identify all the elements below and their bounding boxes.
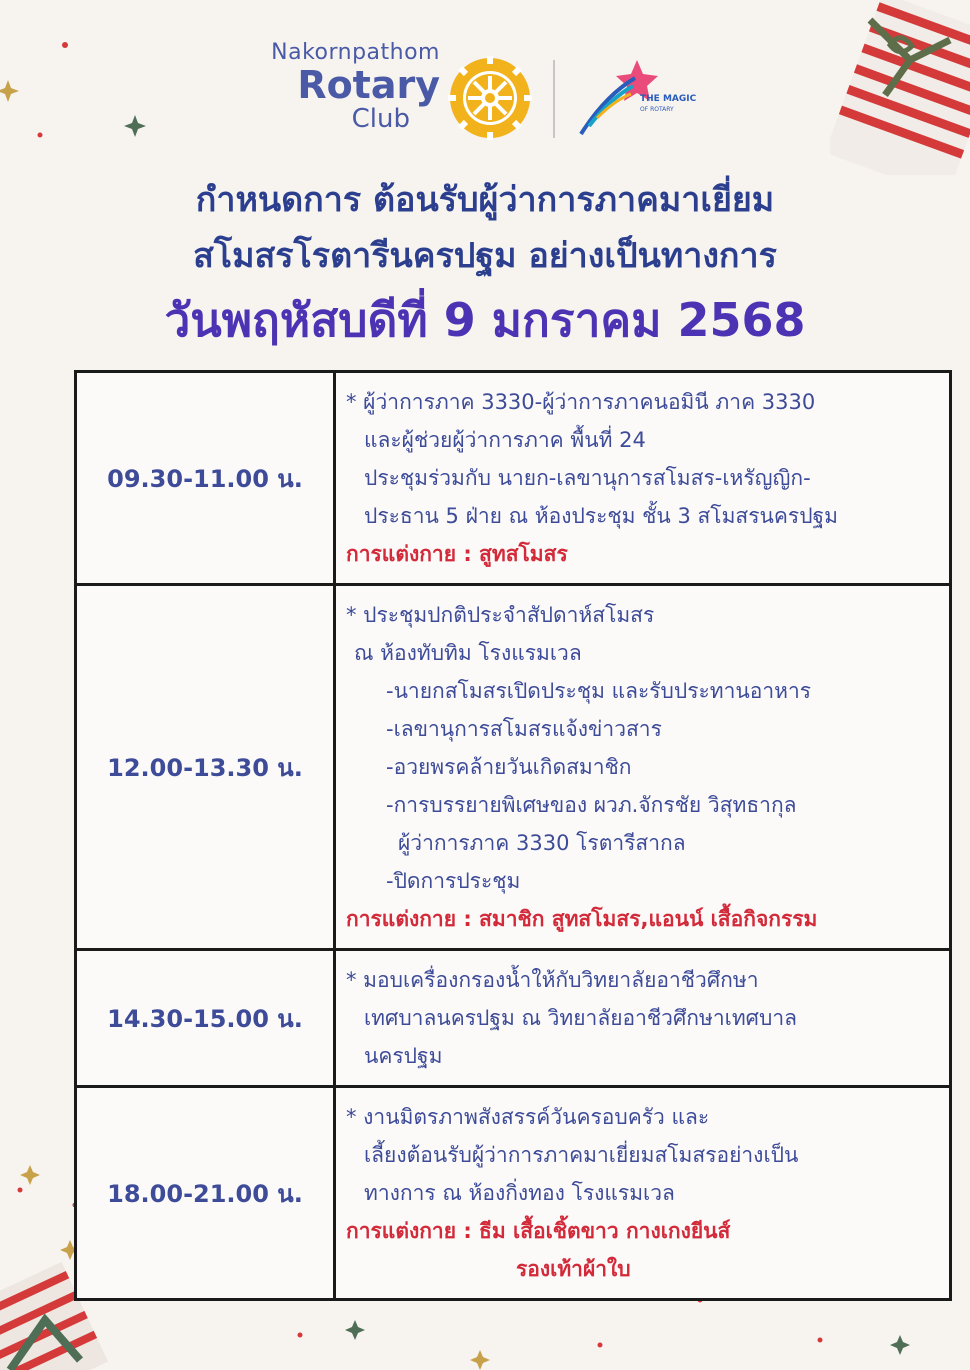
detail-line: ประชุมร่วมกับ นายก-เลขานุการสโมสร-เหรัญญิก- [364,466,811,490]
rotary-wheel-icon [448,56,532,140]
detail-line: และผู้ช่วยผู้ว่าการภาค พื้นที่ 24 [364,428,646,452]
detail-line: -นายกสโมสรเปิดประชุม และรับประทานอาหาร [386,679,812,703]
detail-line: * ประชุมปกติประจำสัปดาห์สโมสร [346,603,655,627]
detail-line: -การบรรยายพิเศษของ ผวภ.จักรชัย วิสุทธากุล [386,793,797,817]
detail-line: * มอบเครื่องกรองน้ำให้กับวิทยาลัยอาชีวศึกษา [346,968,759,992]
club-name-line3: Club [351,104,410,134]
detail-line: -อวยพรคล้ายวันเกิดสมาชิก [386,755,632,779]
time-slot: 09.30-11.00 น. [76,372,335,585]
detail-line: * งานมิตรภาพสังสรรค์วันครอบครัว และ [346,1105,710,1129]
detail-line: ณ ห้องทับทิม โรงแรมเวล [354,641,582,665]
magic-of-rotary-subtitle: OF ROTARY [640,106,674,113]
schedule-row-4 [76,1087,951,1300]
detail-line: -เลขานุการสโมสรแจ้งข่าวสาร [386,717,662,741]
dress-code: การแต่งกาย : ธีม เสื้อเชิ้ตขาว กางเกงยีนส์ [346,1219,731,1243]
detail-line: นครปฐม [364,1044,443,1068]
time-slot: 14.30-15.00 น. [76,950,335,1087]
detail-line: ทางการ ณ ห้องกิ่งทอง โรงแรมเวล [364,1181,675,1205]
activity-detail [335,585,951,950]
event-date: วันพฤหัสบดีที่ 9 มกราคม 2568 [164,293,806,347]
detail-line: ประธาน 5 ฝ่าย ณ ห้องประชุม ชั้น 3 สโมสรนครปฐม [364,504,838,528]
title-line1: กำหนดการ ต้อนรับผู้ว่าการภาคมาเยี่ยม [195,180,775,220]
schedule-table [74,370,952,1301]
logo-divider [553,60,555,138]
detail-line: * ผู้ว่าการภาค 3330-ผู้ว่าการภาคนอมินี ภาค 3330 [346,390,816,414]
detail-line: -ปิดการประชุม [386,869,521,893]
activity-detail [335,950,951,1087]
time-slot: 12.00-13.30 น. [76,585,335,950]
magic-of-rotary-title: THE MAGIC [640,94,697,104]
dress-code-continued: รองเท้าผ้าใบ [516,1257,631,1281]
header [0,0,970,160]
club-name-line1: Nakornpathom [271,40,440,65]
time-slot: 18.00-21.00 น. [76,1087,335,1300]
dress-code: การแต่งกาย : สูทสโมสร [346,542,568,566]
activity-detail [335,1087,951,1300]
club-logo-text [240,40,440,133]
schedule-row-1 [76,372,951,585]
detail-line: ผู้ว่าการภาค 3330 โรตารีสากล [398,831,686,855]
dress-code: การแต่งกาย : สมาชิก สูทสโมสร,แอนน์ เสื้อกิจกรรม [346,907,818,931]
activity-detail [335,372,951,585]
club-name-line2: Rotary [297,63,440,107]
schedule-row-2 [76,585,951,950]
schedule-row-3 [76,950,951,1087]
detail-line: เทศบาลนครปฐม ณ วิทยาลัยอาชีวศึกษาเทศบาล [364,1006,797,1030]
title-line2: สโมสรโรตารีนครปฐม อย่างเป็นทางการ [193,236,777,276]
detail-line: เลี้ยงต้อนรับผู้ว่าการภาคมาเยี่ยมสโมสรอย่างเป็น [364,1143,799,1167]
